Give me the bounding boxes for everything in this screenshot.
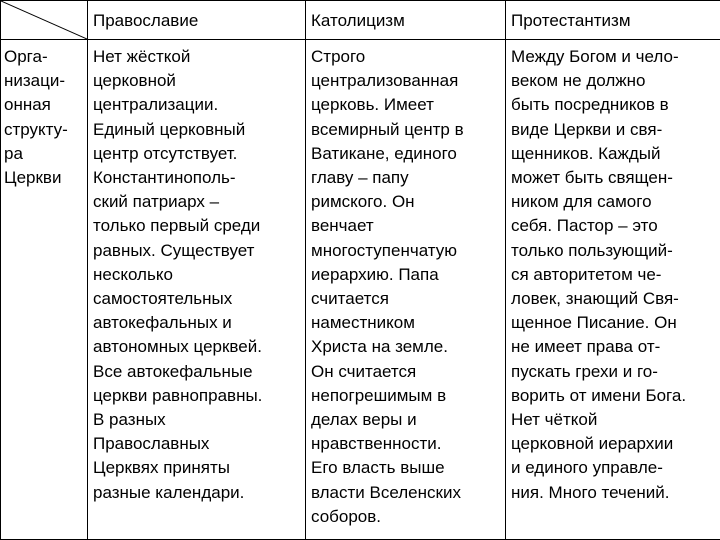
protestantism-text: Между Богом и чело- веком не должно быть посредников в виде Церкви и свя- щенников. Каждый может быть священ- ником для самого себя. Пастор – это только пользующий- ся авторитетом че- ловек, знающий Свя- щенное Писание. Он не имеет права от- пускать грехи и го- ворить от имени Бога. Нет чёткой церковной иерархии и единого управле- ния. Много течений. — [511, 47, 687, 502]
orthodoxy-text: Нет жёсткой церковной централизации. Единый церковный центр отсутствует. Константинополь- ский патриарх – только первый среди равных. Существует несколько самостоятельных автокефальных и автономных церквей. Все автокефальные церкви равноправны. В разных Православных Церквях приняты разные календари. — [93, 47, 263, 502]
corner-diagonal — [1, 1, 87, 39]
orthodoxy-cell — [88, 40, 306, 540]
header-orthodoxy-text: Православие — [93, 11, 199, 30]
table-row — [1, 40, 720, 540]
header-protestantism — [506, 1, 720, 40]
header-catholicism-text: Католицизм — [311, 11, 405, 30]
catholicism-text: Строго централизованная церковь. Имеет всемирный центр в Ватикане, единого главу – папу римского. Он венчает многоступенчатую иерархию. Папа считается наместником Христа на земле. Он считается непогрешимым в делах веры и нравственности. Его власть выше власти Вселенских соборов. — [311, 47, 464, 526]
row-label: Орга- низаци- онная структу- ра Церкви — [4, 47, 68, 188]
protestantism-cell — [506, 40, 720, 540]
header-catholicism — [306, 1, 506, 40]
header-orthodoxy — [88, 1, 306, 40]
catholicism-cell — [306, 40, 506, 540]
header-protestantism-text: Протестантизм — [511, 11, 631, 30]
header-row — [1, 1, 720, 40]
row-label-cell — [1, 40, 88, 540]
corner-cell — [1, 1, 88, 40]
